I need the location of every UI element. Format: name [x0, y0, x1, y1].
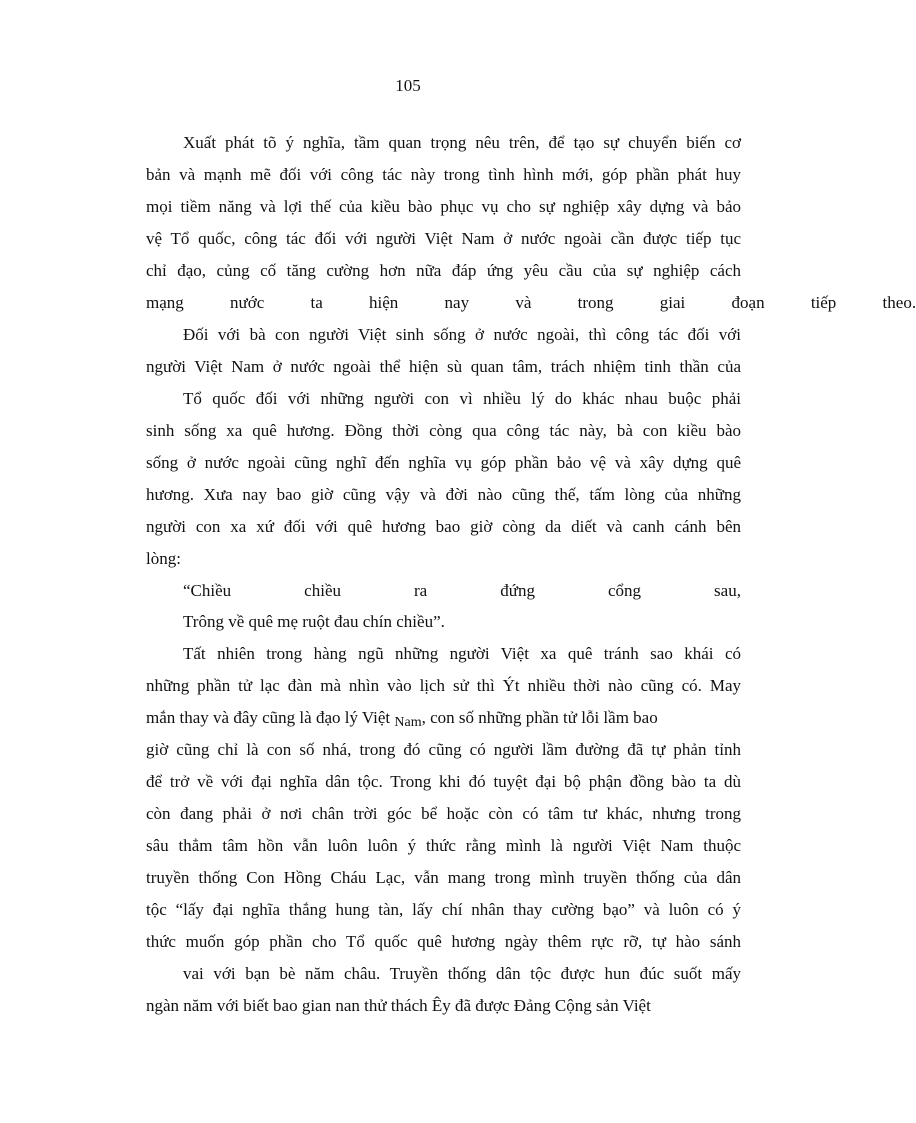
page-number: 105 — [395, 76, 421, 95]
text-line: tộc “lấy đại nghĩa thắng hung tàn, lấy chí nhân thay cường bạo” và luôn có ý — [146, 900, 741, 919]
text-line: hương. Xưa nay bao giờ cũng vậy và đời nào cũng thế, tấm lòng của những — [146, 485, 741, 504]
text-line: Tất nhiên trong hàng ngũ những người Việt xa quê tránh sao khái có — [183, 644, 741, 663]
text-line: lòng: — [146, 549, 181, 568]
subscript-word: Nam — [394, 715, 422, 730]
poem-word: “Chiều — [183, 581, 232, 600]
text-line: sâu thẳm tâm hồn vẫn luôn luôn ý thức rằng mình là người Việt Nam thuộc — [146, 836, 741, 855]
text-line-with-subscript — [146, 708, 741, 730]
text-line: Tổ quốc đối với những người con vì nhiều lý do khác nhau buộc phải — [183, 389, 741, 408]
text-fragment: , con số những phần tử lỗi lầm bao — [421, 708, 658, 727]
text-fragment: mắn thay và đây cũng là đạo lý Việt — [146, 708, 395, 727]
poem-word: sau, — [714, 581, 741, 600]
text-line: giờ cũng chỉ là con số nhá, trong đó cũng có người lầm đường đã tự phản tỉnh — [146, 740, 741, 759]
text-line: sống ở nước ngoài cũng nghĩ đến nghĩa vụ góp phần bảo vệ và xây dựng quê — [146, 453, 741, 472]
text-line: những phần tử lạc đàn mà nhìn vào lịch sử thì Ýt nhiều thời nào cũng có. May — [146, 676, 741, 695]
poem-line-1 — [183, 581, 741, 601]
poem-line-2: Trông về quê mẹ ruột đau chín chiều”. — [183, 612, 445, 631]
text-line: Đối với bà con người Việt sinh sống ở nước ngoài, thì công tác đối với — [183, 325, 741, 344]
text-line: vệ Tổ quốc, công tác đối với người Việt Nam ở nước ngoài cần được tiếp tục — [146, 229, 741, 248]
text-line: mạng nước ta hiện nay và trong giai đoạn tiếp theo. — [146, 293, 916, 312]
text-line: mọi tiềm năng và lợi thế của kiều bào phục vụ cho sự nghiệp xây dựng và bảo — [146, 197, 741, 216]
text-line: người con xa xứ đối với quê hương bao giờ còng da diết và canh cánh bên — [146, 517, 741, 536]
poem-word: cổng — [607, 581, 642, 600]
text-line: còn đang phải ở nơi chân trời góc bể hoặc còn có tâm tư khác, nhưng trong — [146, 804, 741, 823]
poem-word: chiều — [304, 581, 341, 600]
text-line: truyền thống Con Hồng Cháu Lạc, vẫn mang trong mình truyền thống của dân — [146, 868, 741, 887]
text-line: để trở về với đại nghĩa dân tộc. Trong khi đó tuyệt đại bộ phận đồng bào ta dù — [146, 772, 741, 791]
poem-word: ra — [414, 581, 428, 600]
text-line: ngàn năm với biết bao gian nan thử thách Êy đã được Đảng Cộng sản Việt — [146, 996, 651, 1015]
text-line: vai với bạn bè năm châu. Truyền thống dân tộc được hun đúc suốt mấy — [183, 964, 741, 983]
text-line: người Việt Nam ở nước ngoài thể hiện sù quan tâm, trách nhiệm tinh thần của — [146, 357, 741, 376]
text-line: sinh sống xa quê hương. Đồng thời còng qua công tác này, bà con kiều bào — [146, 421, 741, 440]
poem-word: đứng — [500, 581, 535, 600]
text-line: bản và mạnh mẽ đối với công tác này trong tình hình mới, góp phần phát huy — [146, 165, 741, 184]
text-line: thức muốn góp phần cho Tổ quốc quê hương ngày thêm rực rỡ, tự hào sánh — [146, 932, 741, 951]
text-line: Xuất phát tõ ý nghĩa, tầm quan trọng nêu trên, để tạo sự chuyển biến cơ — [183, 133, 741, 152]
text-line: chỉ đạo, củng cố tăng cường hơn nữa đáp ứng yêu cầu của sự nghiệp cách — [146, 261, 741, 280]
